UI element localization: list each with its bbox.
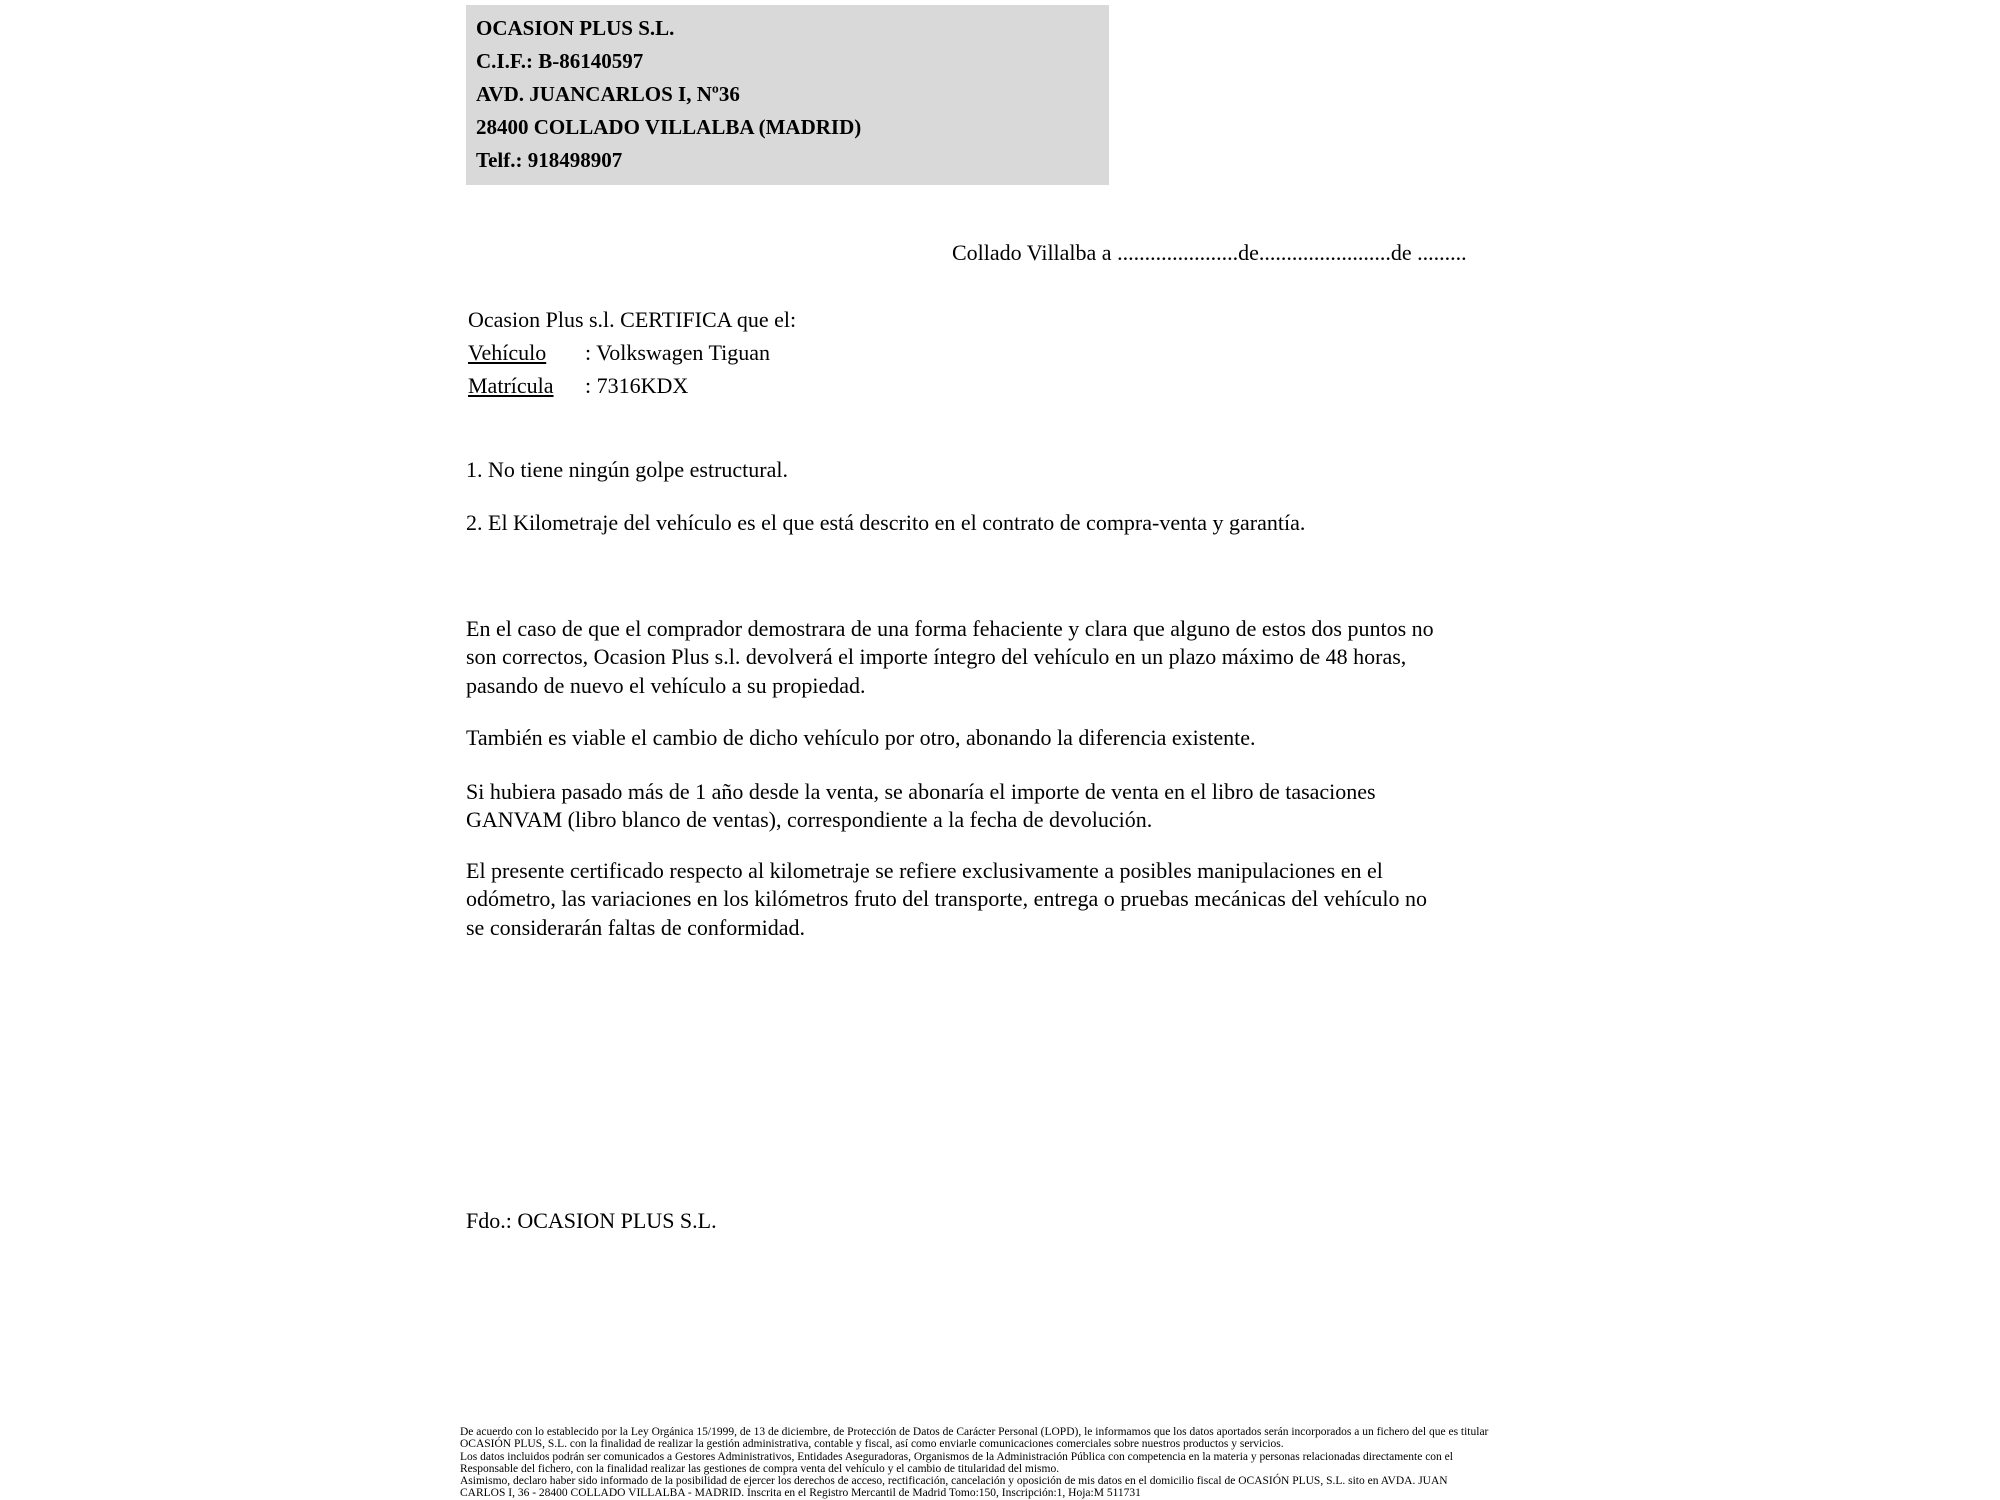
certify-intro: Ocasion Plus s.l. CERTIFICA que el: — [468, 307, 797, 332]
paragraph-ganvam-valuation — [466, 778, 1376, 835]
company-phone: Telf.: 918498907 — [476, 148, 623, 172]
paragraph-refund-terms — [466, 615, 1434, 700]
paragraph-line: pasando de nuevo el vehículo a su propiedad. — [466, 672, 866, 698]
paragraph-line: odómetro, las variaciones en los kilómetros fruto del transporte, entrega o pruebas mecánicas del vehículo no — [466, 886, 1427, 912]
paragraph-odometer-disclaimer — [466, 857, 1427, 942]
footer-line: Asimismo, declaro haber sido informado de la posibilidad de ejercer los derechos de acceso, rectificación, cancelación y oposición de mis datos en el domicilio fiscal de OCASIÓN PLUS, S.L. sito en AVDA. JUAN — [460, 1475, 1448, 1488]
paragraph-line: se considerarán faltas de conformidad. — [466, 914, 806, 940]
footer-line: De acuerdo con lo establecido por la Ley Orgánica 15/1999, de 13 de diciembre, de Protección de Datos de Carácter Personal (LOPD), le informamos que los datos aportados serán incorporados a un fichero del que es titular — [460, 1426, 1489, 1438]
footer-line: OCASIÓN PLUS, S.L. con la finalidad de realizar la gestión administrativa, contable y fiscal, así como enviarle comunicaciones comerciales sobre nuestros productos y servicios. — [460, 1438, 1284, 1451]
plate-row — [468, 369, 796, 402]
paragraph-line: Si hubiera pasado más de 1 año desde la venta, se abonaría el importe de venta en el libro de tasaciones — [466, 779, 1376, 804]
paragraph-line: El presente certificado respecto al kilometraje se refiere exclusivamente a posibles manipulaciones en el — [466, 858, 1383, 883]
date-fill-in-line: Collado Villalba a ......................de........................de ......... — [952, 240, 1467, 265]
signature-line: Fdo.: OCASION PLUS S.L. — [466, 1208, 717, 1233]
certify-block — [468, 303, 796, 402]
vehicle-label-wrap — [468, 336, 585, 369]
legal-footer — [460, 1426, 1488, 1500]
footer-line: Los datos incluidos podrán ser comunicados a Gestores Administrativos, Entidades Aseguradoras, Organismos de la Administración Pública con competencia en la materia y personas relacionadas directamente con el — [460, 1450, 1453, 1463]
plate-label-wrap — [468, 369, 585, 402]
paragraph-line: En el caso de que el comprador demostrara de una forma fehaciente y clara que alguno de estos dos puntos no — [466, 616, 1434, 641]
paragraph-line: También es viable el cambio de dicho vehículo por otro, abonando la diferencia existente. — [466, 725, 1256, 750]
plate-value: : 7316KDX — [585, 373, 689, 398]
company-header-box — [466, 5, 1109, 185]
certified-point-2: 2. El Kilometraje del vehículo es el que está descrito en el contrato de compra-venta y garantía. — [466, 510, 1306, 535]
paragraph-line: son correctos, Ocasion Plus s.l. devolverá el importe íntegro del vehículo en un plazo máximo de 48 horas, — [466, 644, 1407, 670]
footer-line: Responsable del fichero, con la finalidad realizar las gestiones de compra venta del vehículo y el cambio de titularidad del mismo. — [460, 1462, 1060, 1475]
vehicle-value: : Volkswagen Tiguan — [585, 340, 771, 365]
footer-line: CARLOS I, 36 - 28400 COLLADO VILLALBA - MADRID. Inscrita en el Registro Mercantil de Madrid Tomo:150, Inscripción:1, Hoja:M 511731 — [460, 1487, 1141, 1500]
company-city: 28400 COLLADO VILLALBA (MADRID) — [476, 115, 862, 139]
vehicle-label: Vehículo — [468, 340, 547, 365]
paragraph-exchange-option — [466, 724, 1256, 752]
paragraph-line: GANVAM (libro blanco de ventas), correspondiente a la fecha de devolución. — [466, 807, 1153, 833]
plate-label: Matrícula — [468, 373, 554, 398]
company-address: AVD. JUANCARLOS I, Nº36 — [476, 82, 740, 106]
company-cif: C.I.F.: B-86140597 — [476, 49, 644, 73]
company-name: OCASION PLUS S.L. — [476, 16, 675, 40]
vehicle-row — [468, 336, 796, 369]
certified-point-1: 1. No tiene ningún golpe estructural. — [466, 457, 788, 482]
